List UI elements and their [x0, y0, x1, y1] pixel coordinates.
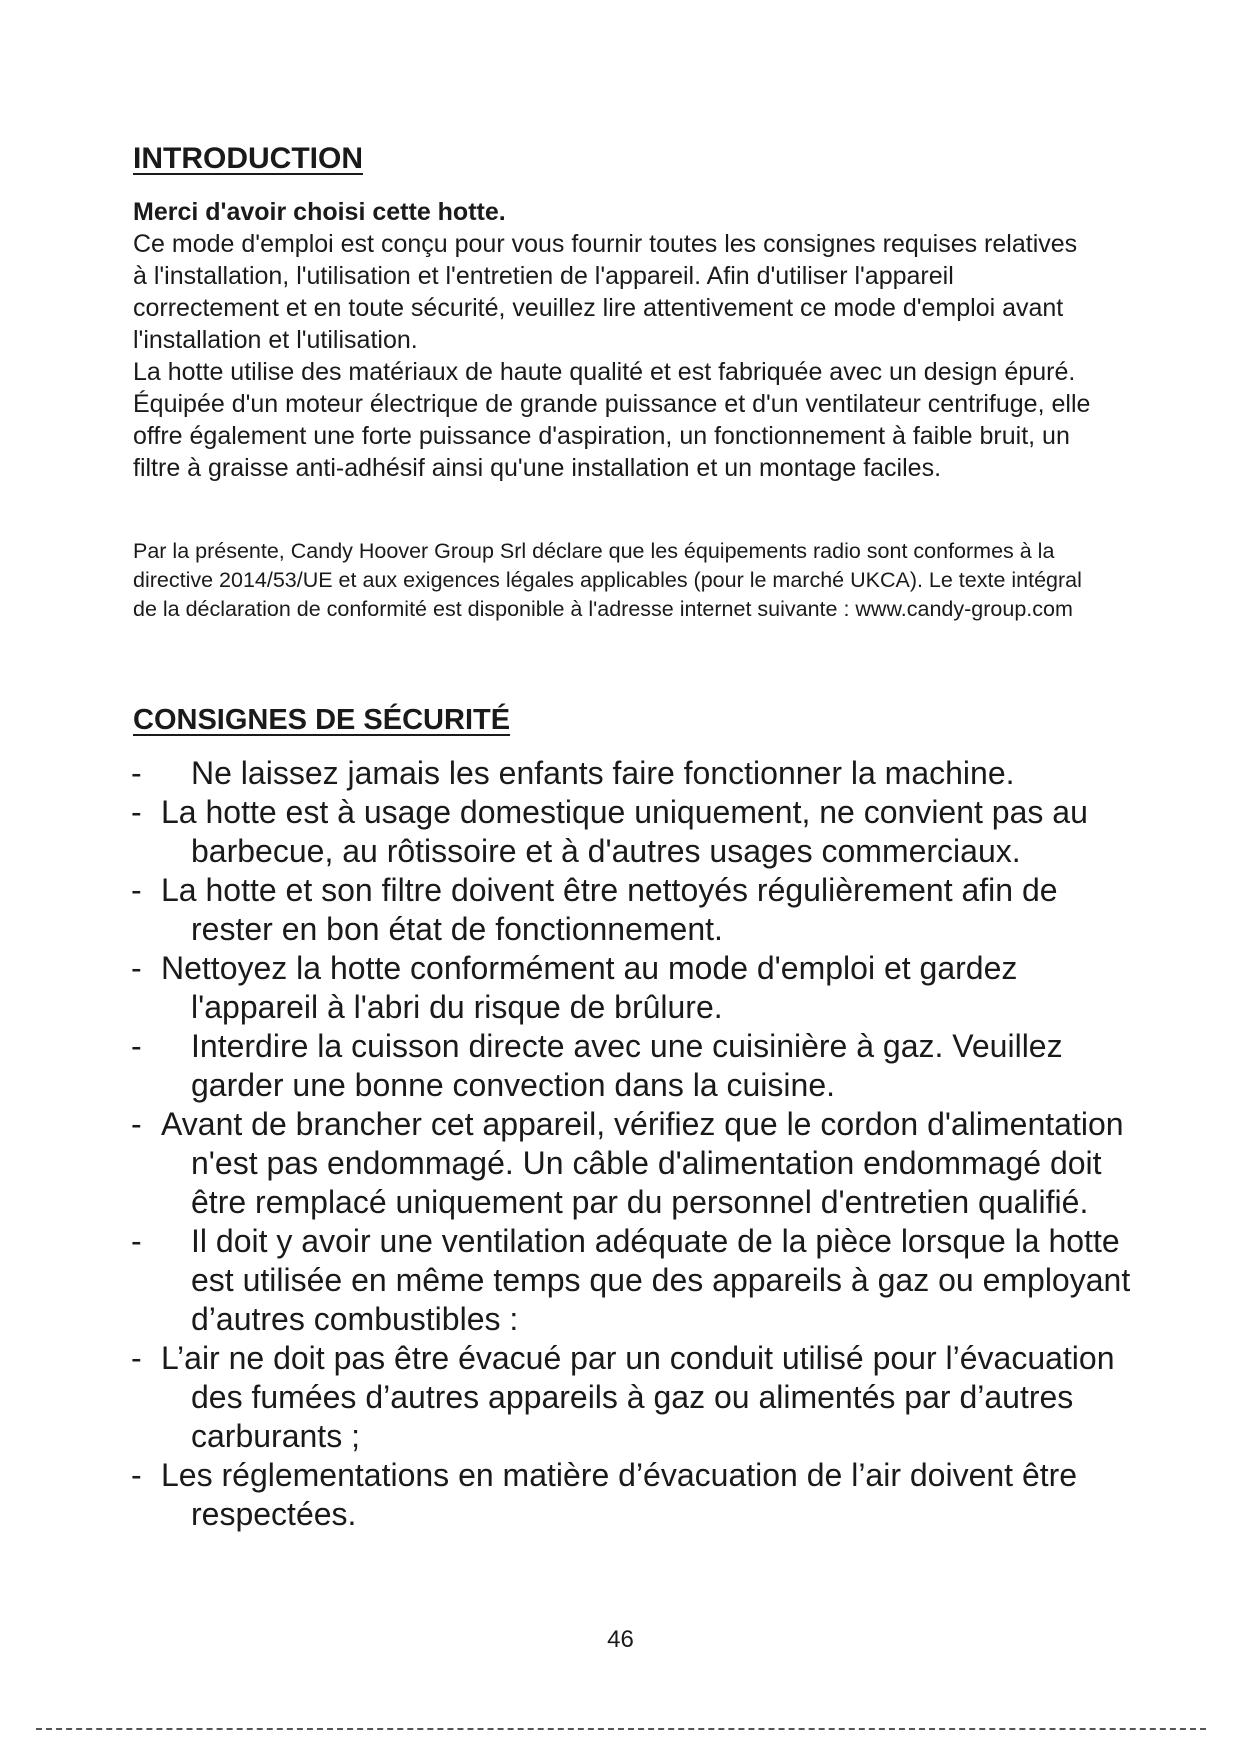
safety-list [131, 754, 1131, 1534]
page-number: 46 [607, 1626, 634, 1653]
conformity-declaration: Par la présente, Candy Hoover Group Srl déclare que les équipements radio sont conformes à la directive 2014/53/UE et aux exigences légales applicables (pour le marché UKCA). Le texte intégral de la déclaration de conformité est disponible à l'adresse internet suivante : www.candy-group.com [133, 539, 1082, 621]
safety-item-text: Nettoyez la hotte conformément au mode d'emploi et gardez l'appareil à l'abri du risque de brûlure. [161, 950, 1018, 1025]
list-dash: - [131, 1340, 142, 1376]
safety-item-text: Il doit y avoir une ventilation adéquate de la pièce lorsque la hotte est utilisée en même temps que des appareils à gaz ou employant d’autres combustibles : [191, 1223, 1131, 1337]
safety-item [131, 793, 1131, 871]
list-dash: - [131, 1223, 142, 1259]
safety-item [131, 949, 1131, 1027]
safety-item-text: La hotte est à usage domestique uniquement, ne convient pas au barbecue, au rôtissoire et à d'autres usages commerciaux. [161, 794, 1088, 869]
safety-item [131, 754, 1131, 793]
list-dash: - [131, 1457, 142, 1493]
safety-item [131, 1339, 1131, 1456]
safety-item [131, 1027, 1131, 1105]
introduction-lead: Merci d'avoir choisi cette hotte. [133, 198, 506, 226]
list-dash: - [131, 872, 142, 908]
safety-item [131, 1222, 1131, 1339]
list-dash: - [131, 794, 142, 830]
list-dash: - [131, 1106, 142, 1142]
list-dash: - [131, 950, 142, 986]
safety-item-text: L’air ne doit pas être évacué par un conduit utilisé pour l’évacuation des fumées d’autres appareils à gaz ou alimentés par d’autres carburants ; [161, 1340, 1115, 1454]
introduction-section [133, 196, 1093, 484]
safety-item [131, 871, 1131, 949]
list-dash: - [131, 755, 142, 791]
safety-heading: CONSIGNES DE SÉCURITÉ [133, 704, 511, 736]
list-dash: - [131, 1028, 142, 1064]
safety-item-text: Les réglementations en matière d’évacuation de l’air doivent être respectées. [161, 1457, 1078, 1532]
safety-item-text: Interdire la cuisson directe avec une cuisinière à gaz. Veuillez garder une bonne convection dans la cuisine. [191, 1028, 1063, 1103]
safety-item [131, 1456, 1131, 1534]
footer-divider [36, 1728, 1206, 1730]
safety-item-text: Avant de brancher cet appareil, vérifiez que le cordon d'alimentation n'est pas endommagé. Un câble d'alimentation endommagé doit être remplacé uniquement par du personnel d'entretien qualifié. [161, 1106, 1124, 1220]
introduction-paragraph-2: La hotte utilise des matériaux de haute qualité et est fabriquée avec un design épuré. Équipée d'un moteur électrique de grande puissance et d'un ventilateur centrifuge, elle offre également une forte puissance d'aspiration, un fonctionnement à faible bruit, un filtre à graisse anti-adhésif ainsi qu'une installation et un montage faciles. [133, 358, 1091, 482]
safety-item [131, 1105, 1131, 1222]
introduction-paragraph-1: Ce mode d'emploi est conçu pour vous fournir toutes les consignes requises relatives à l'installation, l'utilisation et l'entretien de l'appareil. Afin d'utiliser l'appareil correctement et en toute sécurité, veuillez lire attentivement ce mode d'emploi avant l'installation et l'utilisation. [133, 230, 1078, 354]
safety-item-text: Ne laissez jamais les enfants faire fonctionner la machine. [191, 755, 1015, 791]
safety-item-text: La hotte et son filtre doivent être nettoyés régulièrement afin de rester en bon état de fonctionnement. [161, 872, 1058, 947]
introduction-heading: INTRODUCTION [133, 142, 363, 175]
